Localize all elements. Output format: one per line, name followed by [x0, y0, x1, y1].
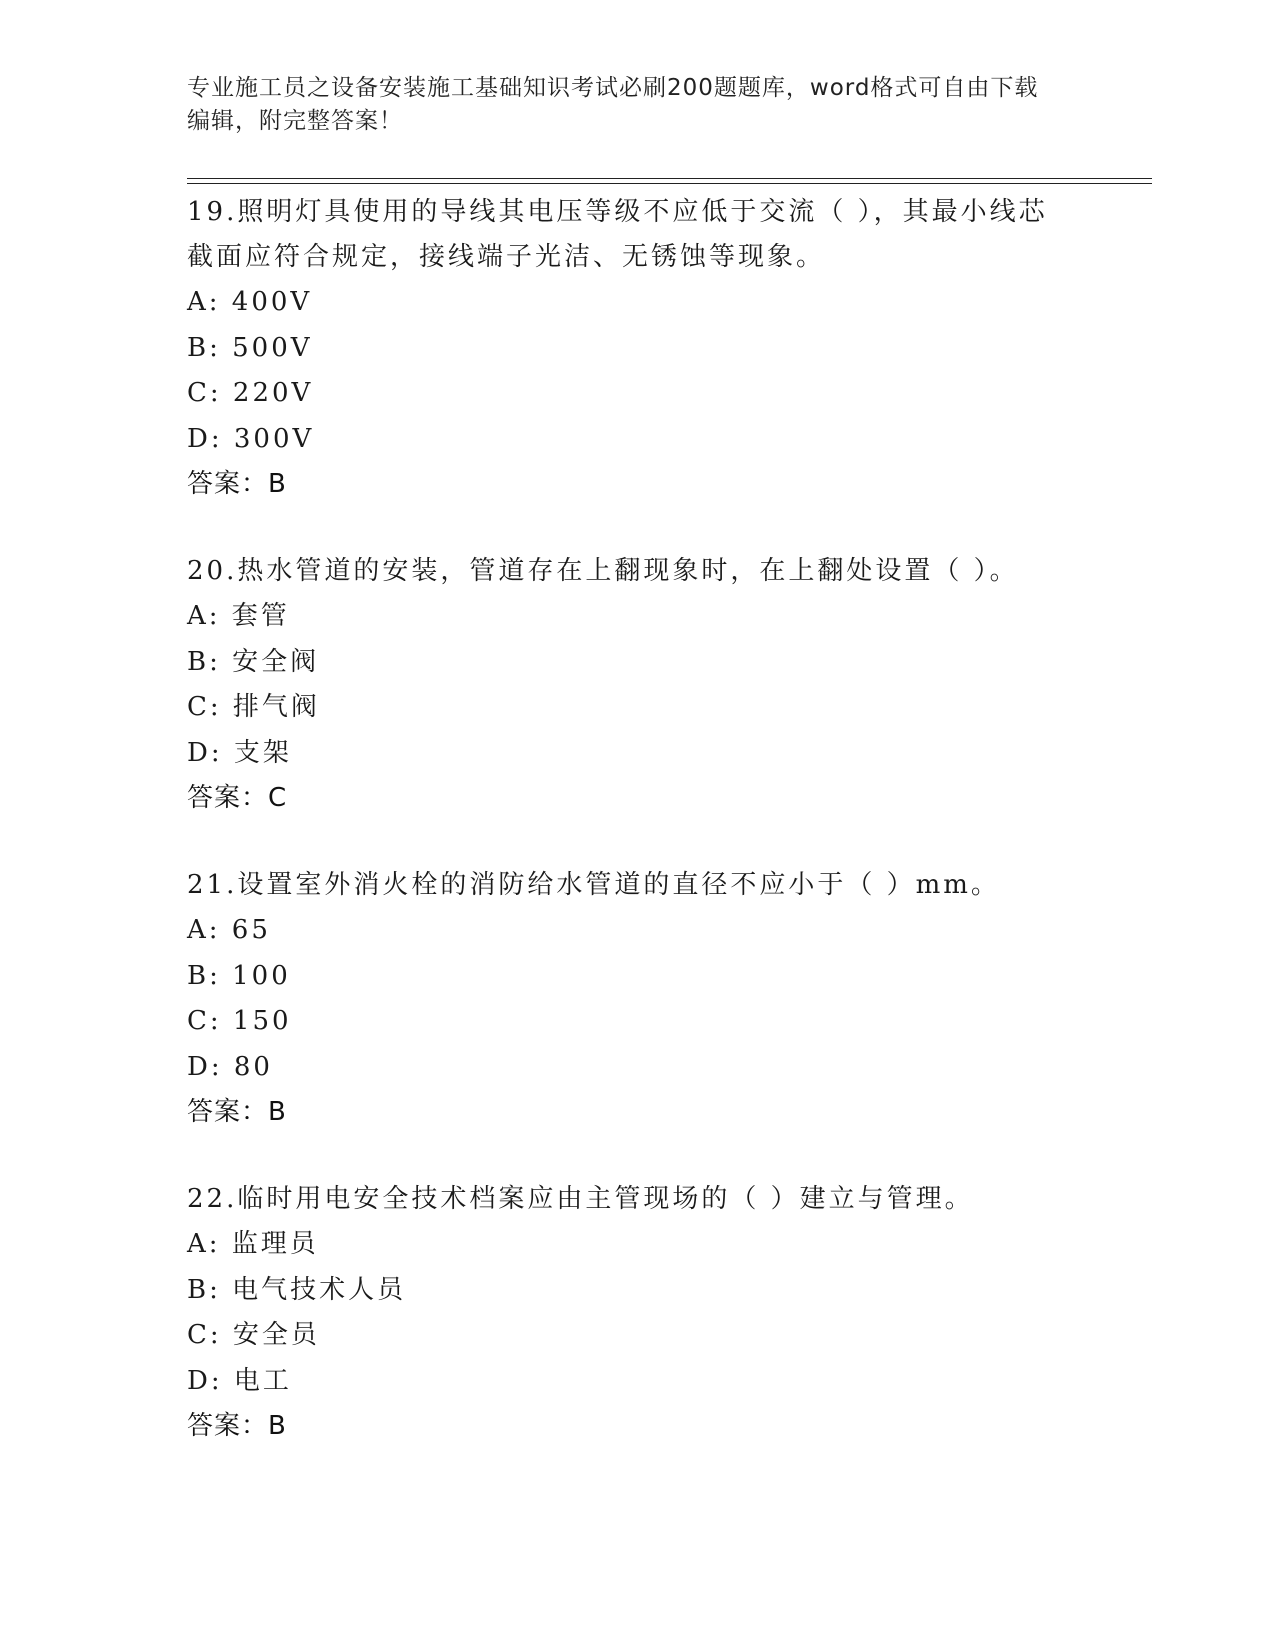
question-stem: [187, 1177, 1087, 1222]
option-b: B: 100: [187, 960, 291, 991]
option-b: B: 500V: [187, 332, 313, 363]
option-d: D: 支架: [187, 737, 292, 768]
option-a: A: 400V: [187, 287, 313, 317]
header-divider-bottom: [187, 183, 1152, 184]
question-stem: [187, 190, 1087, 280]
question-22: [187, 1177, 1087, 1448]
option-c: C: 安全员: [187, 1320, 320, 1350]
question-stem-line-1: 20.热水管道的安装，管道存在上翻现象时，在上翻处设置（ ）。: [187, 556, 1019, 586]
answer-label: 答案：B: [187, 1097, 287, 1127]
answer-label: 答案：B: [187, 469, 287, 499]
option-c: C: 150: [187, 1006, 292, 1036]
answer-label: 答案：B: [187, 1411, 287, 1441]
option-b: B: 安全阀: [187, 646, 320, 677]
question-20: [187, 549, 1087, 820]
header-title-line-1: 专业施工员之设备安装施工基础知识考试必刷200题题库，word格式可自由下载: [187, 75, 1039, 101]
header-divider-top: [187, 178, 1152, 179]
option-a: A: 65: [187, 915, 271, 945]
header-title-line-2: 编辑，附完整答案！: [187, 108, 403, 134]
option-a: A: 套管: [187, 601, 290, 631]
question-stem-line-1: 22.临时用电安全技术档案应由主管现场的（ ）建立与管理。: [187, 1184, 974, 1214]
answer-label: 答案：C: [187, 783, 288, 813]
option-c: C: 排气阀: [187, 692, 320, 722]
option-a: A: 监理员: [187, 1229, 319, 1259]
option-d: D: 80: [187, 1051, 273, 1082]
document-header: [187, 72, 1087, 138]
option-b: B: 电气技术人员: [187, 1274, 407, 1305]
question-stem-line-1: 19.照明灯具使用的导线其电压等级不应低于交流（ ），其最小线芯: [187, 197, 1048, 227]
question-list: [187, 190, 1087, 1491]
question-stem-line-1: 21.设置室外消火栓的消防给水管道的直径不应小于（ ）mm。: [187, 870, 1000, 900]
question-stem: [187, 863, 1087, 908]
question-stem: [187, 549, 1087, 594]
question-19: [187, 190, 1087, 506]
question-stem-line-2: 截面应符合规定，接线端子光洁、无锈蚀等现象。: [187, 242, 826, 272]
option-c: C: 220V: [187, 378, 314, 408]
option-d: D: 300V: [187, 423, 315, 454]
option-d: D: 电工: [187, 1365, 292, 1396]
question-21: [187, 863, 1087, 1134]
